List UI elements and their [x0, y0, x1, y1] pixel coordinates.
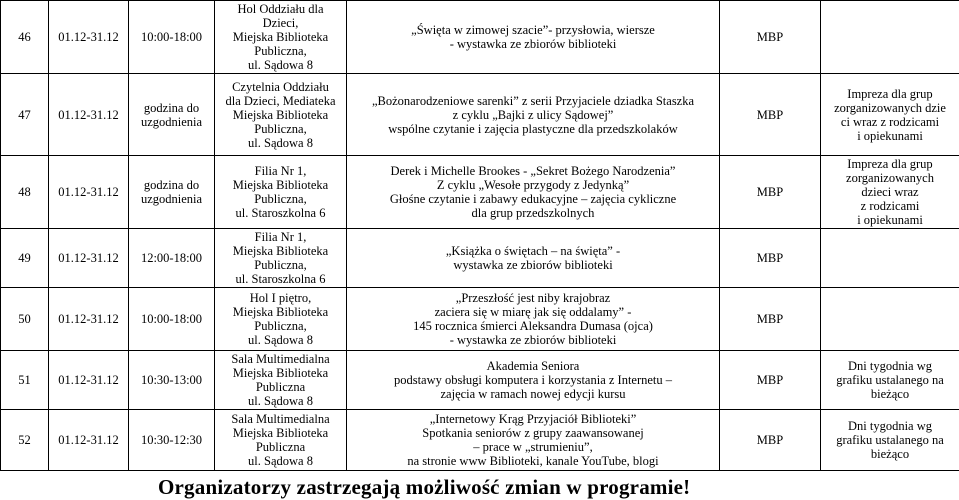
row-place-line: ul. Sądowa 8 [217, 136, 344, 150]
row-notes [821, 229, 959, 288]
row-time [129, 74, 215, 156]
row-time [129, 351, 215, 410]
row-time [129, 410, 215, 471]
row-date: 01.12-31.12 [49, 229, 129, 288]
row-place-line: Publiczna, [217, 44, 344, 58]
row-place-line: dla Dzieci, Mediateka [217, 94, 344, 108]
row-notes [821, 351, 959, 410]
row-event-line: wspólne czytanie i zajęcia plastyczne dla przedszkolaków [349, 122, 717, 136]
row-place [215, 1, 347, 74]
row-place-line: Miejska Biblioteka [217, 244, 344, 258]
row-number: 46 [1, 1, 49, 74]
row-time-line: 12:00-18:00 [131, 251, 212, 265]
row-notes-line: Impreza dla grup [823, 157, 957, 171]
row-event-line: „Internetowy Krąg Przyjaciół Biblioteki” [349, 412, 717, 426]
row-notes-line: Dni tygodnia wg [823, 419, 957, 433]
row-event-line: - wystawka ze zbiorów biblioteki [349, 37, 717, 51]
row-time-line: 10:30-13:00 [131, 373, 212, 387]
row-notes-line: i opiekunami [823, 213, 957, 227]
row-event-line: podstawy obsługi komputera i korzystania z Internetu – [349, 373, 717, 387]
row-date: 01.12-31.12 [49, 1, 129, 74]
row-event [347, 351, 720, 410]
row-time [129, 229, 215, 288]
row-event-line: – prace w „strumieniu”, [349, 440, 717, 454]
row-time [129, 1, 215, 74]
row-place-line: Miejska Biblioteka [217, 426, 344, 440]
row-notes-line: grafiku ustalanego na [823, 433, 957, 447]
row-place-line: Hol Oddziału dla [217, 2, 344, 16]
row-event-line: z cyklu „Bajki z ulicy Sądowej” [349, 108, 717, 122]
table-row [1, 1, 959, 74]
row-notes [821, 1, 959, 74]
row-number: 47 [1, 74, 49, 156]
row-place-line: Publiczna, [217, 258, 344, 272]
row-notes-line: Impreza dla grup [823, 87, 957, 101]
row-notes-line: dzieci wraz [823, 185, 957, 199]
table-row [1, 229, 959, 288]
row-place-line: Publiczna, [217, 319, 344, 333]
row-place [215, 351, 347, 410]
row-date: 01.12-31.12 [49, 156, 129, 229]
table-row [1, 351, 959, 410]
row-event-line: „Święta w zimowej szacie”- przysłowia, wiersze [349, 23, 717, 37]
row-time [129, 156, 215, 229]
row-date: 01.12-31.12 [49, 74, 129, 156]
row-time-line: 10:30-12:30 [131, 433, 212, 447]
row-notes-line: bieżąco [823, 447, 957, 461]
row-event-line: dla grup przedszkolnych [349, 206, 717, 220]
row-number: 51 [1, 351, 49, 410]
row-time [129, 288, 215, 351]
row-organizer: MBP [720, 410, 821, 471]
row-event-line: „Przeszłość jest niby krajobraz [349, 291, 717, 305]
row-place-line: ul. Sądowa 8 [217, 333, 344, 347]
row-event-line: zajęcia w ramach nowej edycji kursu [349, 387, 717, 401]
row-organizer: MBP [720, 74, 821, 156]
row-event-line: na stronie www Biblioteki, kanale YouTube, blogi [349, 454, 717, 468]
row-date: 01.12-31.12 [49, 288, 129, 351]
row-notes-line: bieżąco [823, 387, 957, 401]
row-organizer: MBP [720, 1, 821, 74]
row-organizer: MBP [720, 156, 821, 229]
row-notes [821, 410, 959, 471]
row-event-line: zaciera się w miarę jak się oddalamy” - [349, 305, 717, 319]
row-event [347, 156, 720, 229]
row-place-line: Miejska Biblioteka [217, 30, 344, 44]
row-time-line: godzina do [131, 178, 212, 192]
row-event-line: Z cyklu „Wesołe przygody z Jedynką” [349, 178, 717, 192]
row-time-line: 10:00-18:00 [131, 30, 212, 44]
row-number: 50 [1, 288, 49, 351]
schedule-rows [1, 1, 959, 471]
row-notes-line: Dni tygodnia wg [823, 359, 957, 373]
row-notes-line: zorganizowanych dzie [823, 101, 957, 115]
row-event-line: 145 rocznica śmierci Aleksandra Dumasa (ojca) [349, 319, 717, 333]
row-time-line: uzgodnienia [131, 115, 212, 129]
row-event [347, 74, 720, 156]
row-notes-line: grafiku ustalanego na [823, 373, 957, 387]
row-place-line: Miejska Biblioteka [217, 178, 344, 192]
row-event-line: wystawka ze zbiorów biblioteki [349, 258, 717, 272]
row-place-line: Miejska Biblioteka [217, 366, 344, 380]
row-place-line: Dzieci, [217, 16, 344, 30]
row-notes [821, 156, 959, 229]
row-place-line: ul. Sądowa 8 [217, 58, 344, 72]
row-place-line: Publiczna, [217, 122, 344, 136]
row-place-line: Miejska Biblioteka [217, 305, 344, 319]
row-notes-line: ci wraz z rodzicami [823, 115, 957, 129]
row-place-line: Filia Nr 1, [217, 230, 344, 244]
row-event-line: „Książka o świętach – na święta” - [349, 244, 717, 258]
row-place [215, 410, 347, 471]
table-row [1, 156, 959, 229]
row-event-line: Derek i Michelle Brookes - „Sekret Bożego Narodzenia” [349, 164, 717, 178]
row-number: 49 [1, 229, 49, 288]
row-event-line: „Bożonarodzeniowe sarenki” z serii Przyjaciele dziadka Staszka [349, 94, 717, 108]
row-event-line: - wystawka ze zbiorów biblioteki [349, 333, 717, 347]
row-place-line: ul. Sądowa 8 [217, 394, 344, 408]
row-event [347, 410, 720, 471]
row-event [347, 1, 720, 74]
row-event-line: Głośne czytanie i zabawy edukacyjne – zajęcia cykliczne [349, 192, 717, 206]
row-event [347, 229, 720, 288]
row-place-line: Publiczna [217, 440, 344, 454]
row-place-line: Hol I piętro, [217, 291, 344, 305]
row-notes-line: i opiekunami [823, 129, 957, 143]
row-place [215, 229, 347, 288]
table-row [1, 410, 959, 471]
row-time-line: uzgodnienia [131, 192, 212, 206]
row-event [347, 288, 720, 351]
table-row [1, 74, 959, 156]
row-event-line: Akademia Seniora [349, 359, 717, 373]
row-place-line: Miejska Biblioteka [217, 108, 344, 122]
row-organizer: MBP [720, 288, 821, 351]
row-place-line: Publiczna [217, 380, 344, 394]
row-place-line: Czytelnia Oddziału [217, 80, 344, 94]
row-place-line: ul. Staroszkolna 6 [217, 272, 344, 286]
row-place-line: ul. Staroszkolna 6 [217, 206, 344, 220]
row-organizer: MBP [720, 351, 821, 410]
row-place [215, 74, 347, 156]
row-date: 01.12-31.12 [49, 351, 129, 410]
row-notes-line: z rodzicami [823, 199, 957, 213]
row-organizer: MBP [720, 229, 821, 288]
table-row [1, 288, 959, 351]
row-notes-line: zorganizowanych [823, 171, 957, 185]
row-place-line: ul. Sądowa 8 [217, 454, 344, 468]
row-place-line: Sala Multimedialna [217, 352, 344, 366]
row-place-line: Filia Nr 1, [217, 164, 344, 178]
row-notes [821, 74, 959, 156]
row-place-line: Publiczna, [217, 192, 344, 206]
row-number: 48 [1, 156, 49, 229]
row-place-line: Sala Multimedialna [217, 412, 344, 426]
row-number: 52 [1, 410, 49, 471]
row-time-line: godzina do [131, 101, 212, 115]
row-notes [821, 288, 959, 351]
row-place [215, 288, 347, 351]
footer-notice: Organizatorzy zastrzegają możliwość zmian w programie! [158, 475, 690, 500]
row-time-line: 10:00-18:00 [131, 312, 212, 326]
row-place [215, 156, 347, 229]
row-event-line: Spotkania seniorów z grupy zaawansowanej [349, 426, 717, 440]
row-date: 01.12-31.12 [49, 410, 129, 471]
